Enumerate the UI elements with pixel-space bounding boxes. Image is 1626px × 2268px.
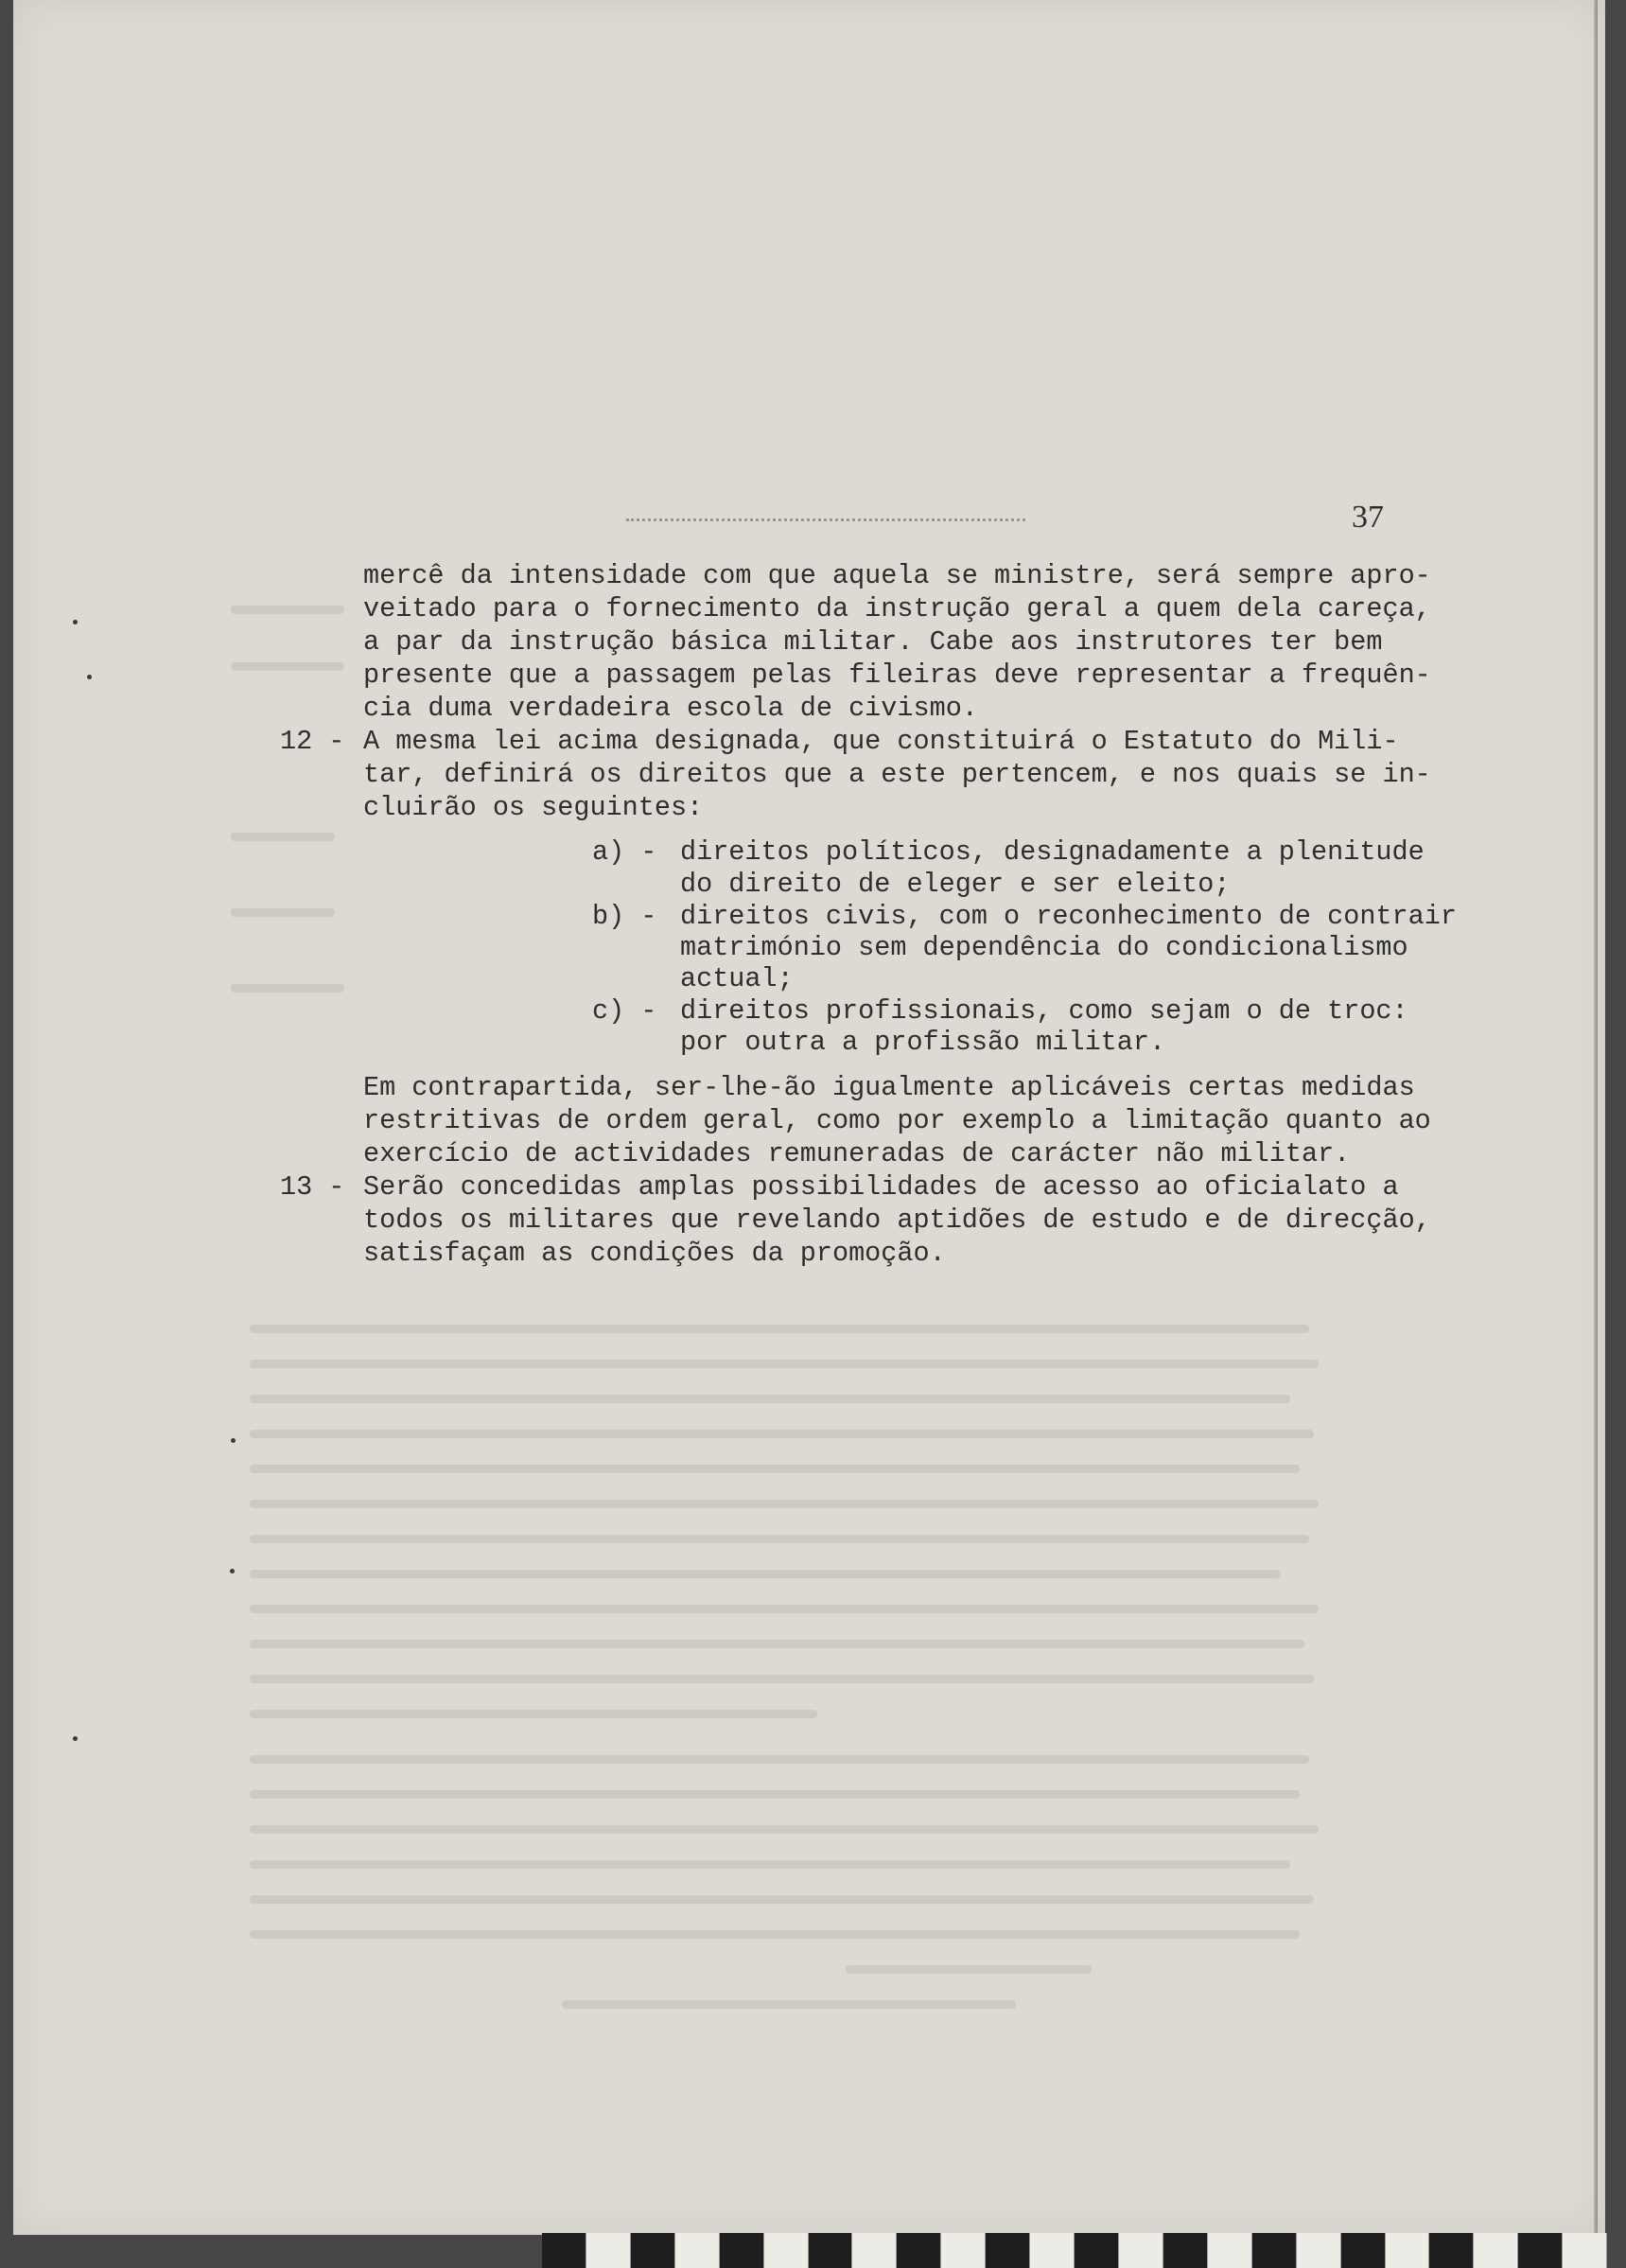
text-line: presente que a passagem pelas fileiras deve representar a frequên-	[363, 659, 1431, 691]
subitem-line: direitos civis, com o reconhecimento de contrair	[680, 901, 1457, 932]
color-scale-bar	[542, 2233, 1607, 2268]
text-line: A mesma lei acima designada, que constituirá o Estatuto do Mili-	[363, 726, 1399, 757]
text-line: veitado para o fornecimento da instrução geral a quem dela careça,	[363, 593, 1431, 624]
subitem-line: direitos políticos, designadamente a plenitude	[680, 836, 1425, 868]
subitem-line: direitos profissionais, como sejam o de troc:	[680, 995, 1408, 1027]
text-line: cia duma verdadeira escola de civismo.	[363, 693, 978, 724]
text-line: a par da instrução básica militar. Cabe aos instrutores ter bem	[363, 626, 1383, 658]
page-number: 37	[1352, 500, 1384, 535]
item-number-12: 12 -	[280, 726, 345, 757]
text-line: satisfaçam as condições da promoção.	[363, 1238, 946, 1269]
subitem-label-b: b) -	[592, 901, 657, 932]
item-number-13: 13 -	[280, 1171, 345, 1203]
text-line: Serão concedidas amplas possibilidades de acesso ao oficialato a	[363, 1171, 1399, 1203]
text-line: todos os militares que revelando aptidões de estudo e de direcção,	[363, 1204, 1431, 1236]
subitem-label-c: c) -	[592, 995, 657, 1027]
text-line: mercê da intensidade com que aquela se ministre, será sempre apro-	[363, 560, 1431, 591]
subitem-line: actual;	[680, 963, 794, 994]
body-text	[13, 0, 1605, 1269]
text-line: tar, definirá os direitos que a este pertencem, e nos quais se in-	[363, 759, 1431, 790]
text-line: restritivas de ordem geral, como por exemplo a limitação quanto ao	[363, 1105, 1431, 1136]
subitem-line: por outra a profissão militar.	[680, 1027, 1166, 1058]
subitem-line: do direito de eleger e ser eleito;	[680, 869, 1231, 900]
text-line: exercício de actividades remuneradas de carácter não militar.	[363, 1138, 1351, 1169]
text-line: Em contrapartida, ser-lhe-ão igualmente aplicáveis certas medidas	[363, 1072, 1415, 1103]
text-line: cluirão os seguintes:	[363, 792, 704, 823]
document-page	[13, 0, 1605, 2235]
subitem-line: matrimónio sem dependência do condicionalismo	[680, 932, 1408, 963]
subitem-label-a: a) -	[592, 836, 657, 868]
